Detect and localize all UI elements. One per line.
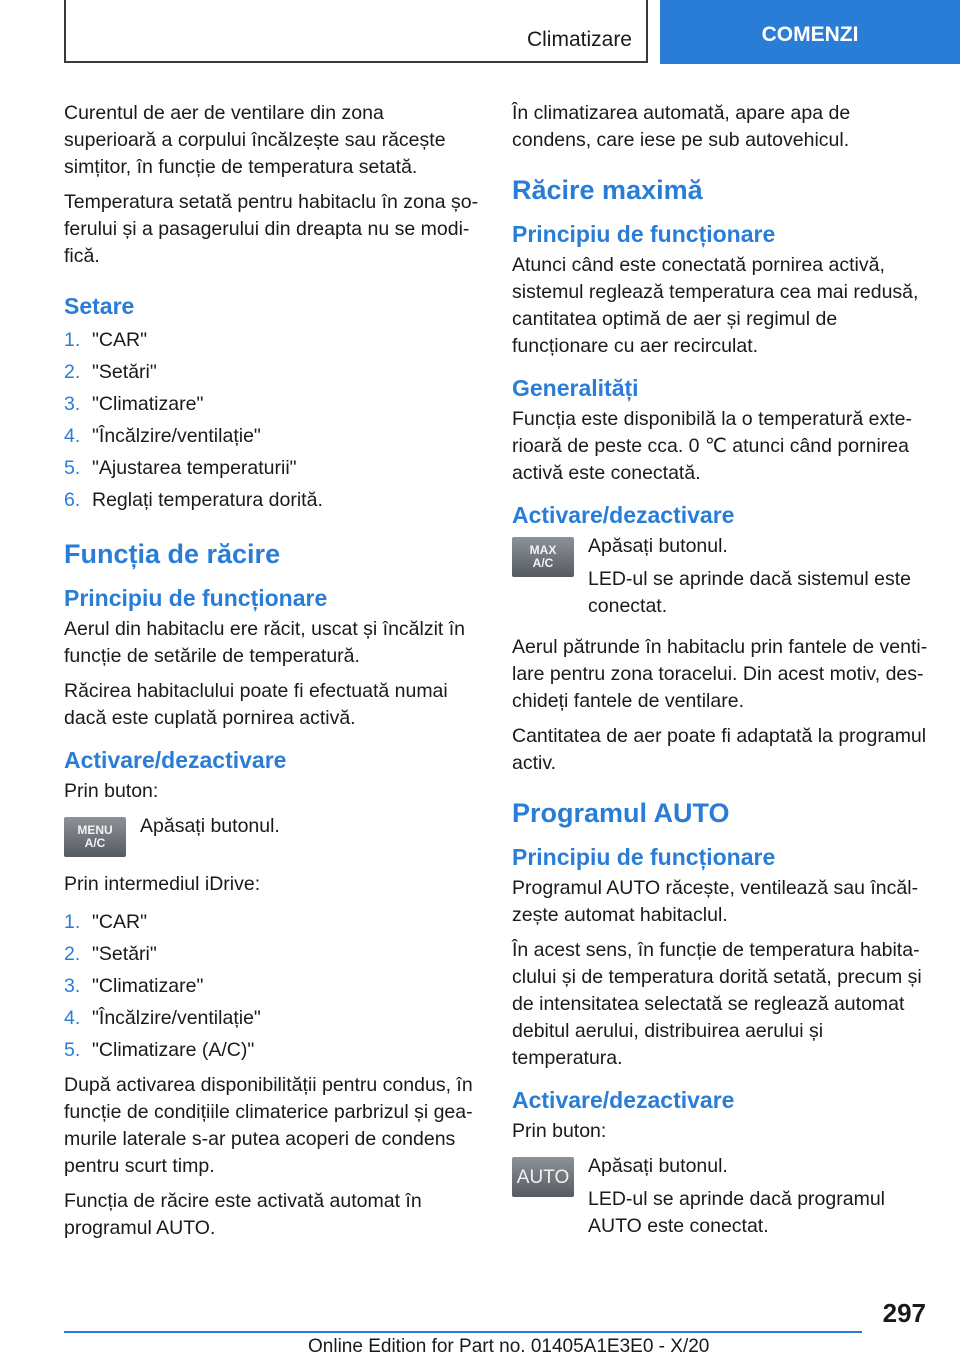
paragraph: Cantitatea de aer poate fi adaptată la programul activ. — [512, 725, 927, 774]
paragraph: Aerul pătrunde în habitaclu prin fantele de ventilare pentru zona toracelui. Din acest motiv, deschideți fantele de ventilare. — [512, 636, 928, 712]
heading-activare: Activare/dezactivare — [64, 747, 287, 773]
button-instruction — [512, 1153, 928, 1246]
button-instruction — [512, 533, 928, 626]
right-column — [512, 100, 928, 1252]
menu-ac-button-icon: MENU A/C — [64, 817, 126, 857]
section-title: Climatizare — [526, 28, 632, 51]
paragraph: Prin buton: — [64, 780, 159, 802]
list-item: 1. "CAR" — [64, 911, 148, 933]
list-item: 2. "Setări" — [64, 943, 157, 965]
paragraph: Funcția de răcire este activată automat în programul AUTO. — [64, 1190, 422, 1239]
heading-principiu: Principiu de funcționare — [512, 844, 776, 870]
list-item: 4. "Încălzire/ventilație" — [64, 1007, 261, 1029]
paragraph: După activarea disponibilității pentru condus, în funcție de condițiile climaterice parbrizul și geamurile laterale s-ar putea acoperi de condens pentru scurt timp. — [64, 1074, 473, 1177]
list-item: 5. "Ajustarea temperaturii" — [64, 457, 297, 479]
paragraph: Prin intermediul iDrive: — [64, 873, 261, 895]
paragraph: În climatizarea automată, apare apa de condens, care iese pe sub autovehicul. — [512, 102, 851, 151]
heading-racire-maxima: Răcire maximă — [512, 175, 703, 205]
list-item: 1. "CAR" — [64, 329, 148, 351]
chapter-tab[interactable]: COMENZI — [660, 0, 960, 64]
steps-list-idrive — [64, 906, 480, 1066]
paragraph: Prin buton: — [512, 1120, 607, 1142]
list-item: 3. "Climatizare" — [64, 393, 204, 415]
button-instruction — [64, 813, 480, 857]
paragraph: LED-ul se aprinde dacă programul AUTO este conectat. — [588, 1188, 885, 1237]
paragraph: Funcția este disponibilă la o temperatură exterioară de peste cca. 0 ℃ atunci când pornirea activă este conectată. — [512, 408, 912, 484]
paragraph: Apăsați butonul. — [140, 815, 280, 837]
paragraph: Curentul de aer de ventilare din zona superioară a corpului încălzește sau răcește simțitor, în funcție de temperatura setată. — [64, 102, 446, 178]
paragraph: LED-ul se aprinde dacă sistemul este conectat. — [588, 568, 911, 617]
steps-list-setare — [64, 324, 480, 516]
auto-button-icon: AUTO — [512, 1157, 574, 1197]
heading-programul-auto: Programul AUTO — [512, 798, 730, 828]
paragraph: Atunci când este conectată pornirea activă, sistemul reglează temperatura cea mai redusă, cantitatea optimă de aer și regimul de funcționare cu aer recirculat. — [512, 254, 919, 357]
heading-setare: Setare — [64, 293, 135, 319]
heading-generalitati: Generalități — [512, 375, 639, 401]
list-item: 6. Reglați temperatura dorită. — [64, 489, 323, 511]
page-number: 297 — [882, 1298, 926, 1328]
footer-divider — [64, 1331, 862, 1333]
heading-activare: Activare/dezactivare — [512, 502, 735, 528]
heading-activare: Activare/dezactivare — [512, 1087, 735, 1113]
paragraph: Programul AUTO răcește, ventilează sau încălzește automat habitaclul. — [512, 877, 919, 926]
list-item: 3. "Climatizare" — [64, 975, 204, 997]
paragraph: În acest sens, în funcție de temperatura habitaclului și de temperatura dorită setată, precum și de intensitatea selectată se reglează automat debitul aerului, distribuirea aerului și temperatura. — [512, 939, 922, 1069]
heading-principiu: Principiu de funcționare — [64, 585, 328, 611]
paragraph: Temperatura setată pentru habitaclu în zona șoferului și a pasagerului din dreapta nu se modifică. — [64, 191, 479, 267]
max-ac-button-icon: MAX A/C — [512, 537, 574, 577]
left-column — [64, 100, 480, 1250]
paragraph: Răcirea habitaclului poate fi efectuată numai dacă este cuplată pornirea activă. — [64, 680, 448, 729]
list-item: 4. "Încălzire/ventilație" — [64, 425, 261, 447]
paragraph: Apăsați butonul. — [588, 535, 728, 557]
list-item: 5. "Climatizare (A/C)" — [64, 1039, 255, 1061]
edition-footer: Online Edition for Part no. 01405A1E3E0 - X/20 — [308, 1336, 710, 1357]
heading-principiu: Principiu de funcționare — [512, 221, 776, 247]
list-item: 2. "Setări" — [64, 361, 157, 383]
heading-racire: Funcția de răcire — [64, 539, 281, 569]
paragraph: Apăsați butonul. — [588, 1155, 728, 1177]
paragraph: Aerul din habitaclu ere răcit, uscat și încălzit în funcție de setările de temperatură. — [64, 618, 466, 667]
